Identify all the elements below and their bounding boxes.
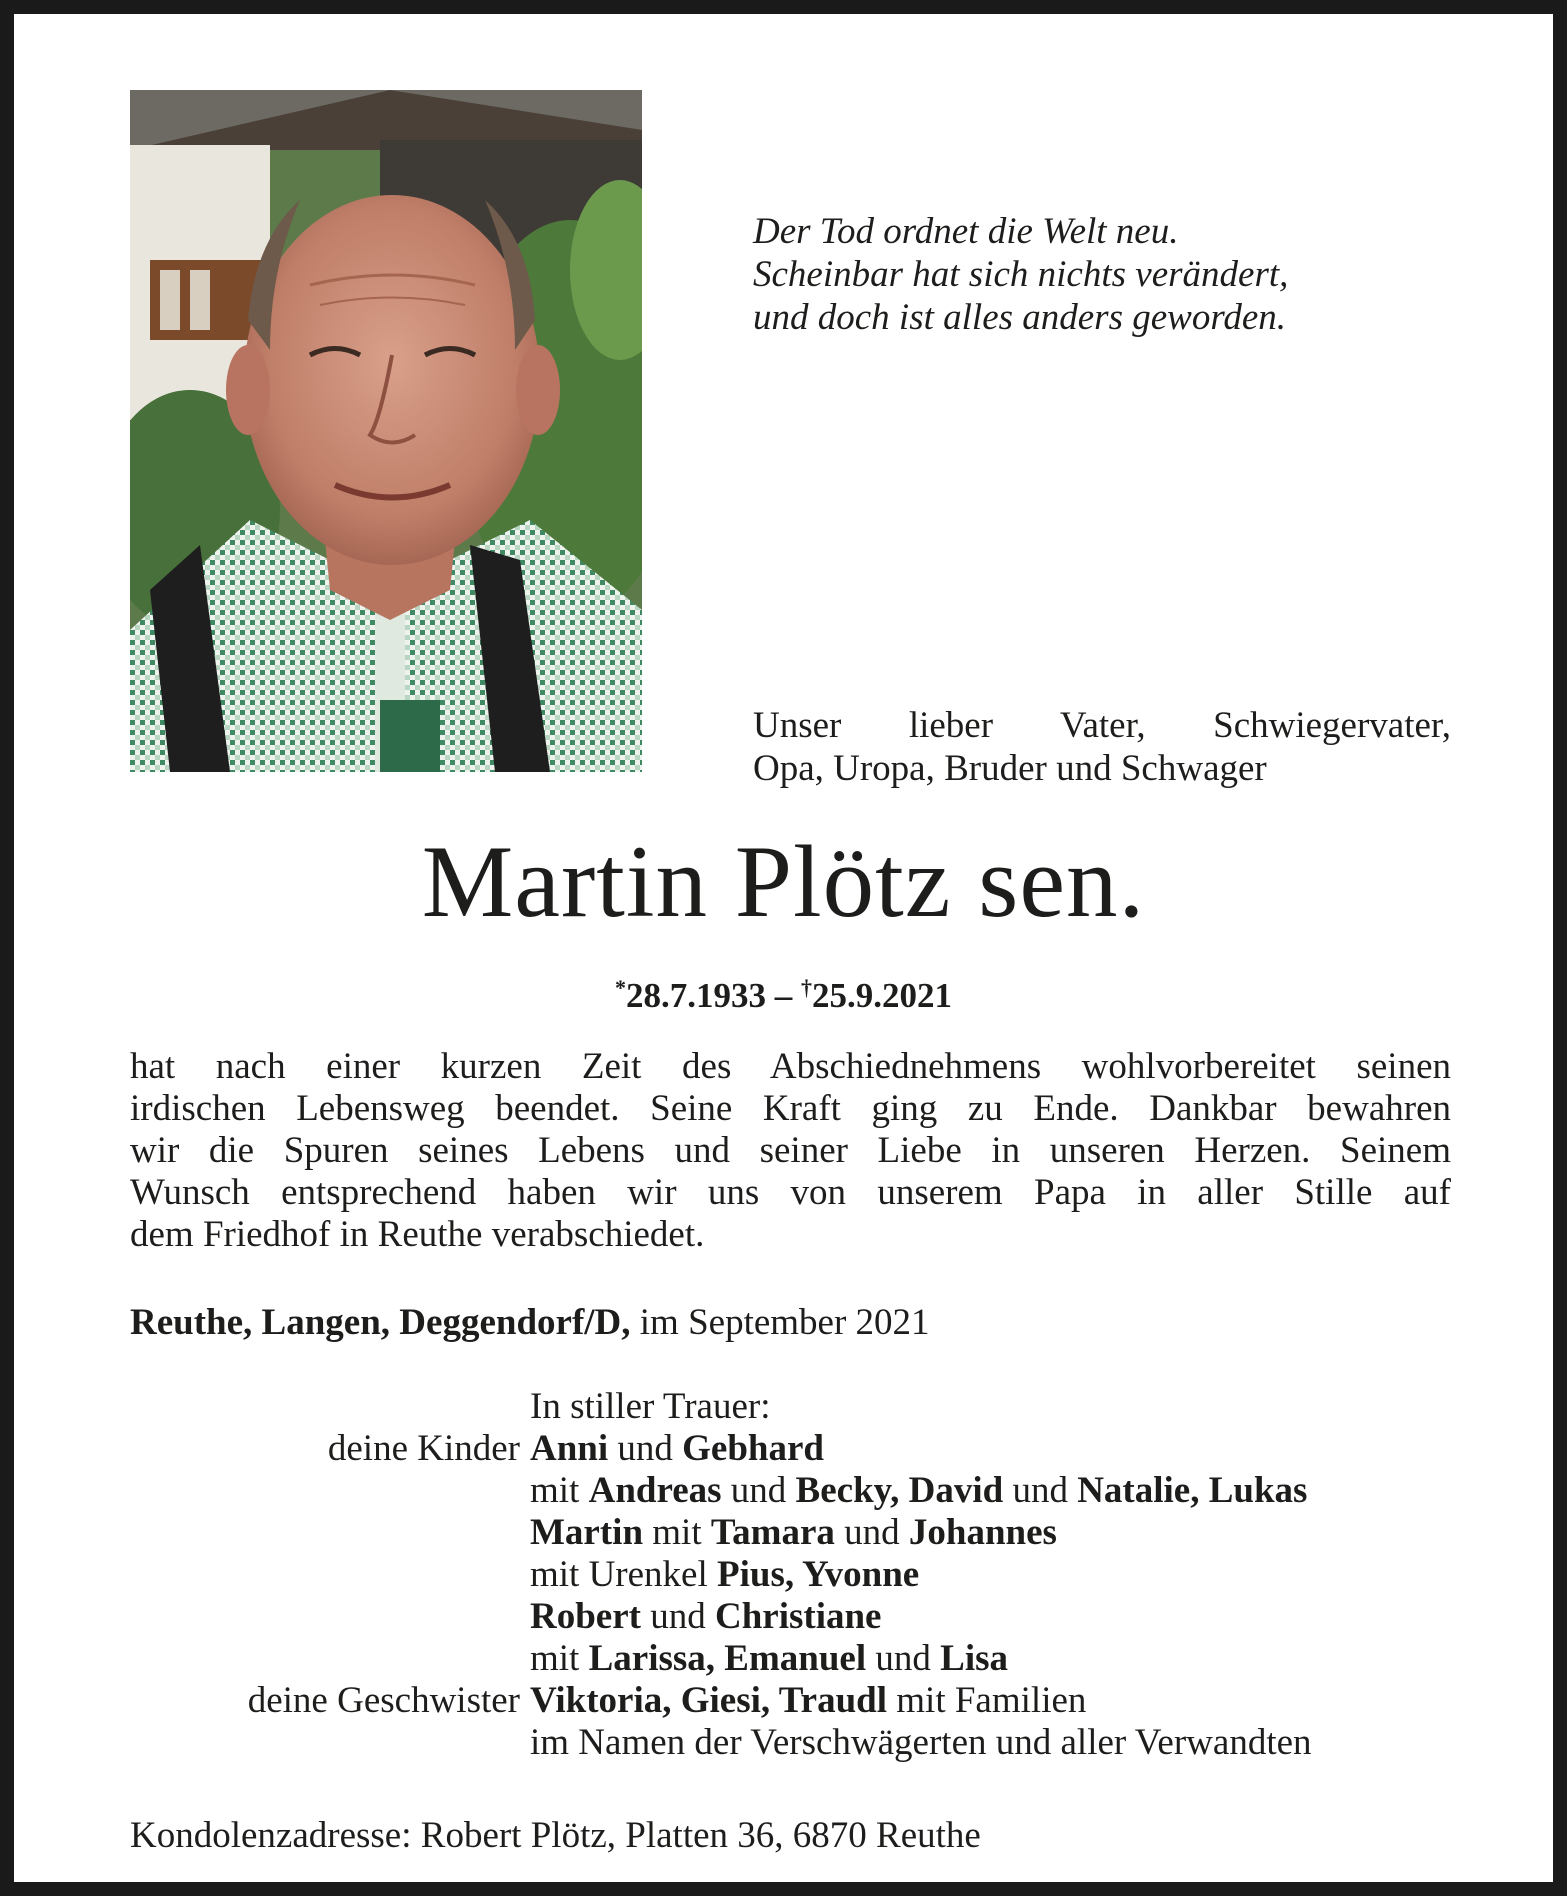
death-symbol: † (801, 975, 812, 1000)
mourners-heading-row (130, 1386, 1460, 1428)
mourner-name: Anni (530, 1428, 609, 1469)
motto-line: und doch ist alles anders geworden. (753, 297, 1287, 338)
date-separator: – (766, 976, 801, 1015)
mourners-row: deine Geschwister Viktoria, Giesi, Traudl mit Familien (130, 1680, 1460, 1722)
condolence-address: Kondolenzadresse: Robert Plötz, Platten 36, 6870 Reuthe (130, 1815, 981, 1856)
place-month: im September 2021 (630, 1302, 930, 1343)
relation-line: Opa, Uropa, Bruder und Schwager (753, 748, 1267, 789)
mourners-row: Martin mit Tamara und Johannes (530, 1512, 1057, 1553)
mourner-name: Christiane (714, 1596, 882, 1637)
birth-symbol: * (615, 975, 626, 1000)
mourner-name: Becky, David (795, 1470, 1004, 1511)
deceased-name: Martin Plötz sen. (421, 825, 1146, 939)
mourners-row: deine Kinder Anni und Gebhard (130, 1428, 1460, 1470)
text-line: irdischen Lebensweg beendet. Seine Kraft ging zu Ende. Dankbar bewahren (130, 1088, 1451, 1129)
text-line: hat nach einer kurzen Zeit des Abschiednehmens wohlvorbereitet seinen (130, 1046, 1451, 1087)
mourner-name: Martin (530, 1512, 644, 1553)
birth-date: 28.7.1933 (626, 976, 766, 1015)
mourner-name: Andreas (588, 1470, 722, 1511)
text-line: dem Friedhof in Reuthe verabschiedet. (130, 1214, 705, 1255)
mourners-heading: In stiller Trauer: (530, 1386, 771, 1427)
mourners-row: Robert und Christiane (530, 1596, 882, 1637)
geschwister-label: deine Geschwister (247, 1680, 520, 1721)
relatives-line: im Namen der Verschwägerten und aller Verwandten (530, 1722, 1312, 1763)
mourner-name: Natalie, Lukas (1077, 1470, 1308, 1511)
motto-quote (753, 210, 1288, 339)
mourner-name: Johannes (908, 1512, 1057, 1553)
place-towns: Reuthe, Langen, Deggendorf/D, (130, 1302, 631, 1343)
mourner-name: Tamara (710, 1512, 835, 1553)
mourner-name: Viktoria, Giesi, Traudl (530, 1680, 888, 1721)
announcement-text (130, 1046, 1451, 1256)
relation-line: Unser lieber Vater, Schwiegervater, (753, 705, 1451, 746)
mourner-name: Robert (530, 1596, 641, 1637)
motto-line: Der Tod ordnet die Welt neu. (753, 211, 1179, 252)
mourner-name: Pius, Yvonne (717, 1554, 920, 1595)
text-line: Wunsch entsprechend haben wir uns von unserem Papa in aller Stille auf (130, 1172, 1451, 1213)
kinder-label: deine Kinder (327, 1428, 520, 1469)
text-line: wir die Spuren seines Lebens und seiner Liebe in unseren Herzen. Seinem (130, 1130, 1451, 1171)
mourners-row: mit Urenkel Pius, Yvonne (530, 1554, 920, 1595)
mourner-name: Lisa (940, 1638, 1008, 1679)
mourners-row: mit Larissa, Emanuel und Lisa (530, 1638, 1008, 1679)
mourner-name: Larissa, Emanuel (588, 1638, 867, 1679)
motto-line: Scheinbar hat sich nichts verändert, (753, 254, 1289, 295)
death-date: 25.9.2021 (812, 976, 952, 1015)
relation-text (753, 704, 1451, 790)
mourners-list (130, 1386, 1460, 1764)
mourner-name: Gebhard (682, 1428, 825, 1469)
life-dates (14, 966, 1553, 1018)
mourners-row: mit Andreas und Becky, David und Natalie, Lukas (530, 1470, 1308, 1511)
mourners-row (130, 1722, 1460, 1764)
portrait-photo (130, 90, 642, 772)
place-date (130, 1301, 930, 1345)
